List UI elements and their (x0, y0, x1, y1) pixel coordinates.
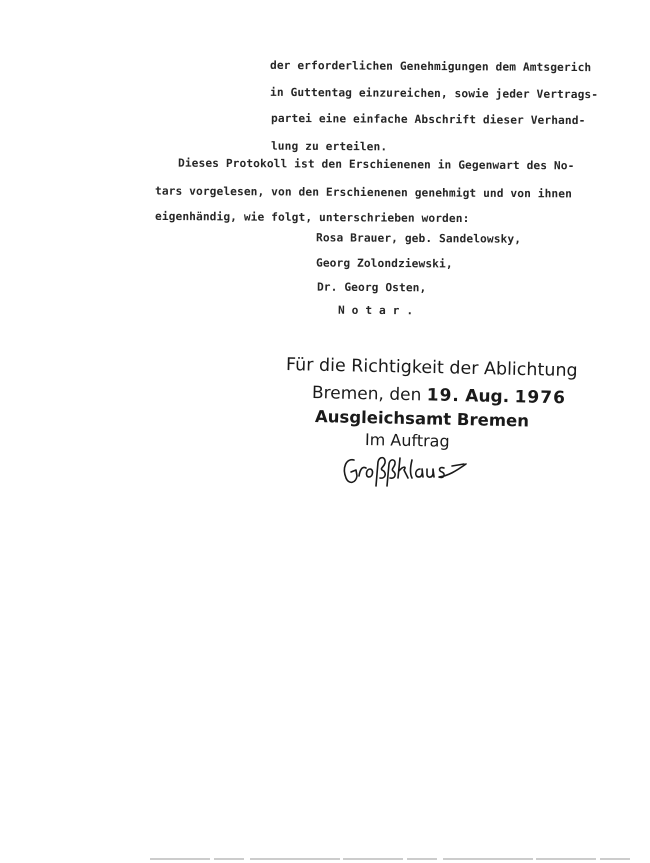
signatory-2: Georg Zolondziewski, (315, 256, 453, 271)
protocol-line-3: partei eine einfache Abschrift dieser Verhand- (270, 111, 586, 128)
stamp-place: Bremen, den (311, 383, 422, 406)
protocol-line-6: tars vorgelesen, von den Erschienenen genehmigt und von ihnen (154, 184, 573, 201)
scan-bottom-edge (150, 858, 630, 860)
signatory-1: Rosa Brauer, geb. Sandelowsky, (315, 231, 522, 246)
stamp-on-behalf: Im Auftrag (364, 430, 450, 451)
protocol-line-5: Dieses Protokoll ist den Erschienenen in Gegenwart des No- (177, 156, 575, 173)
signatory-3: Dr. Georg Osten, (316, 280, 427, 295)
stamp-date-line (312, 383, 566, 408)
protocol-line-1: der erforderlichen Genehmigungen dem Amtsgerich (269, 58, 592, 75)
stamp-date-year: 1976 (514, 387, 567, 409)
protocol-line-4: lung zu erteilen. (270, 139, 388, 154)
handwritten-signature (340, 452, 480, 492)
stamp-date-day: 19. (426, 385, 461, 407)
stamp-office: Ausgleichsamt Bremen (314, 407, 530, 431)
signatory-notary: N o t a r . (337, 303, 414, 318)
stamp-date-month: Aug. (465, 386, 510, 408)
protocol-line-7: eigenhändig, wie folgt, unterschrieben worden: (154, 209, 470, 226)
protocol-line-2: in Guttentag einzureichen, sowie jeder Vertrags- (269, 85, 599, 102)
stamp-heading: Für die Richtigkeit der Ablichtung (285, 355, 578, 382)
